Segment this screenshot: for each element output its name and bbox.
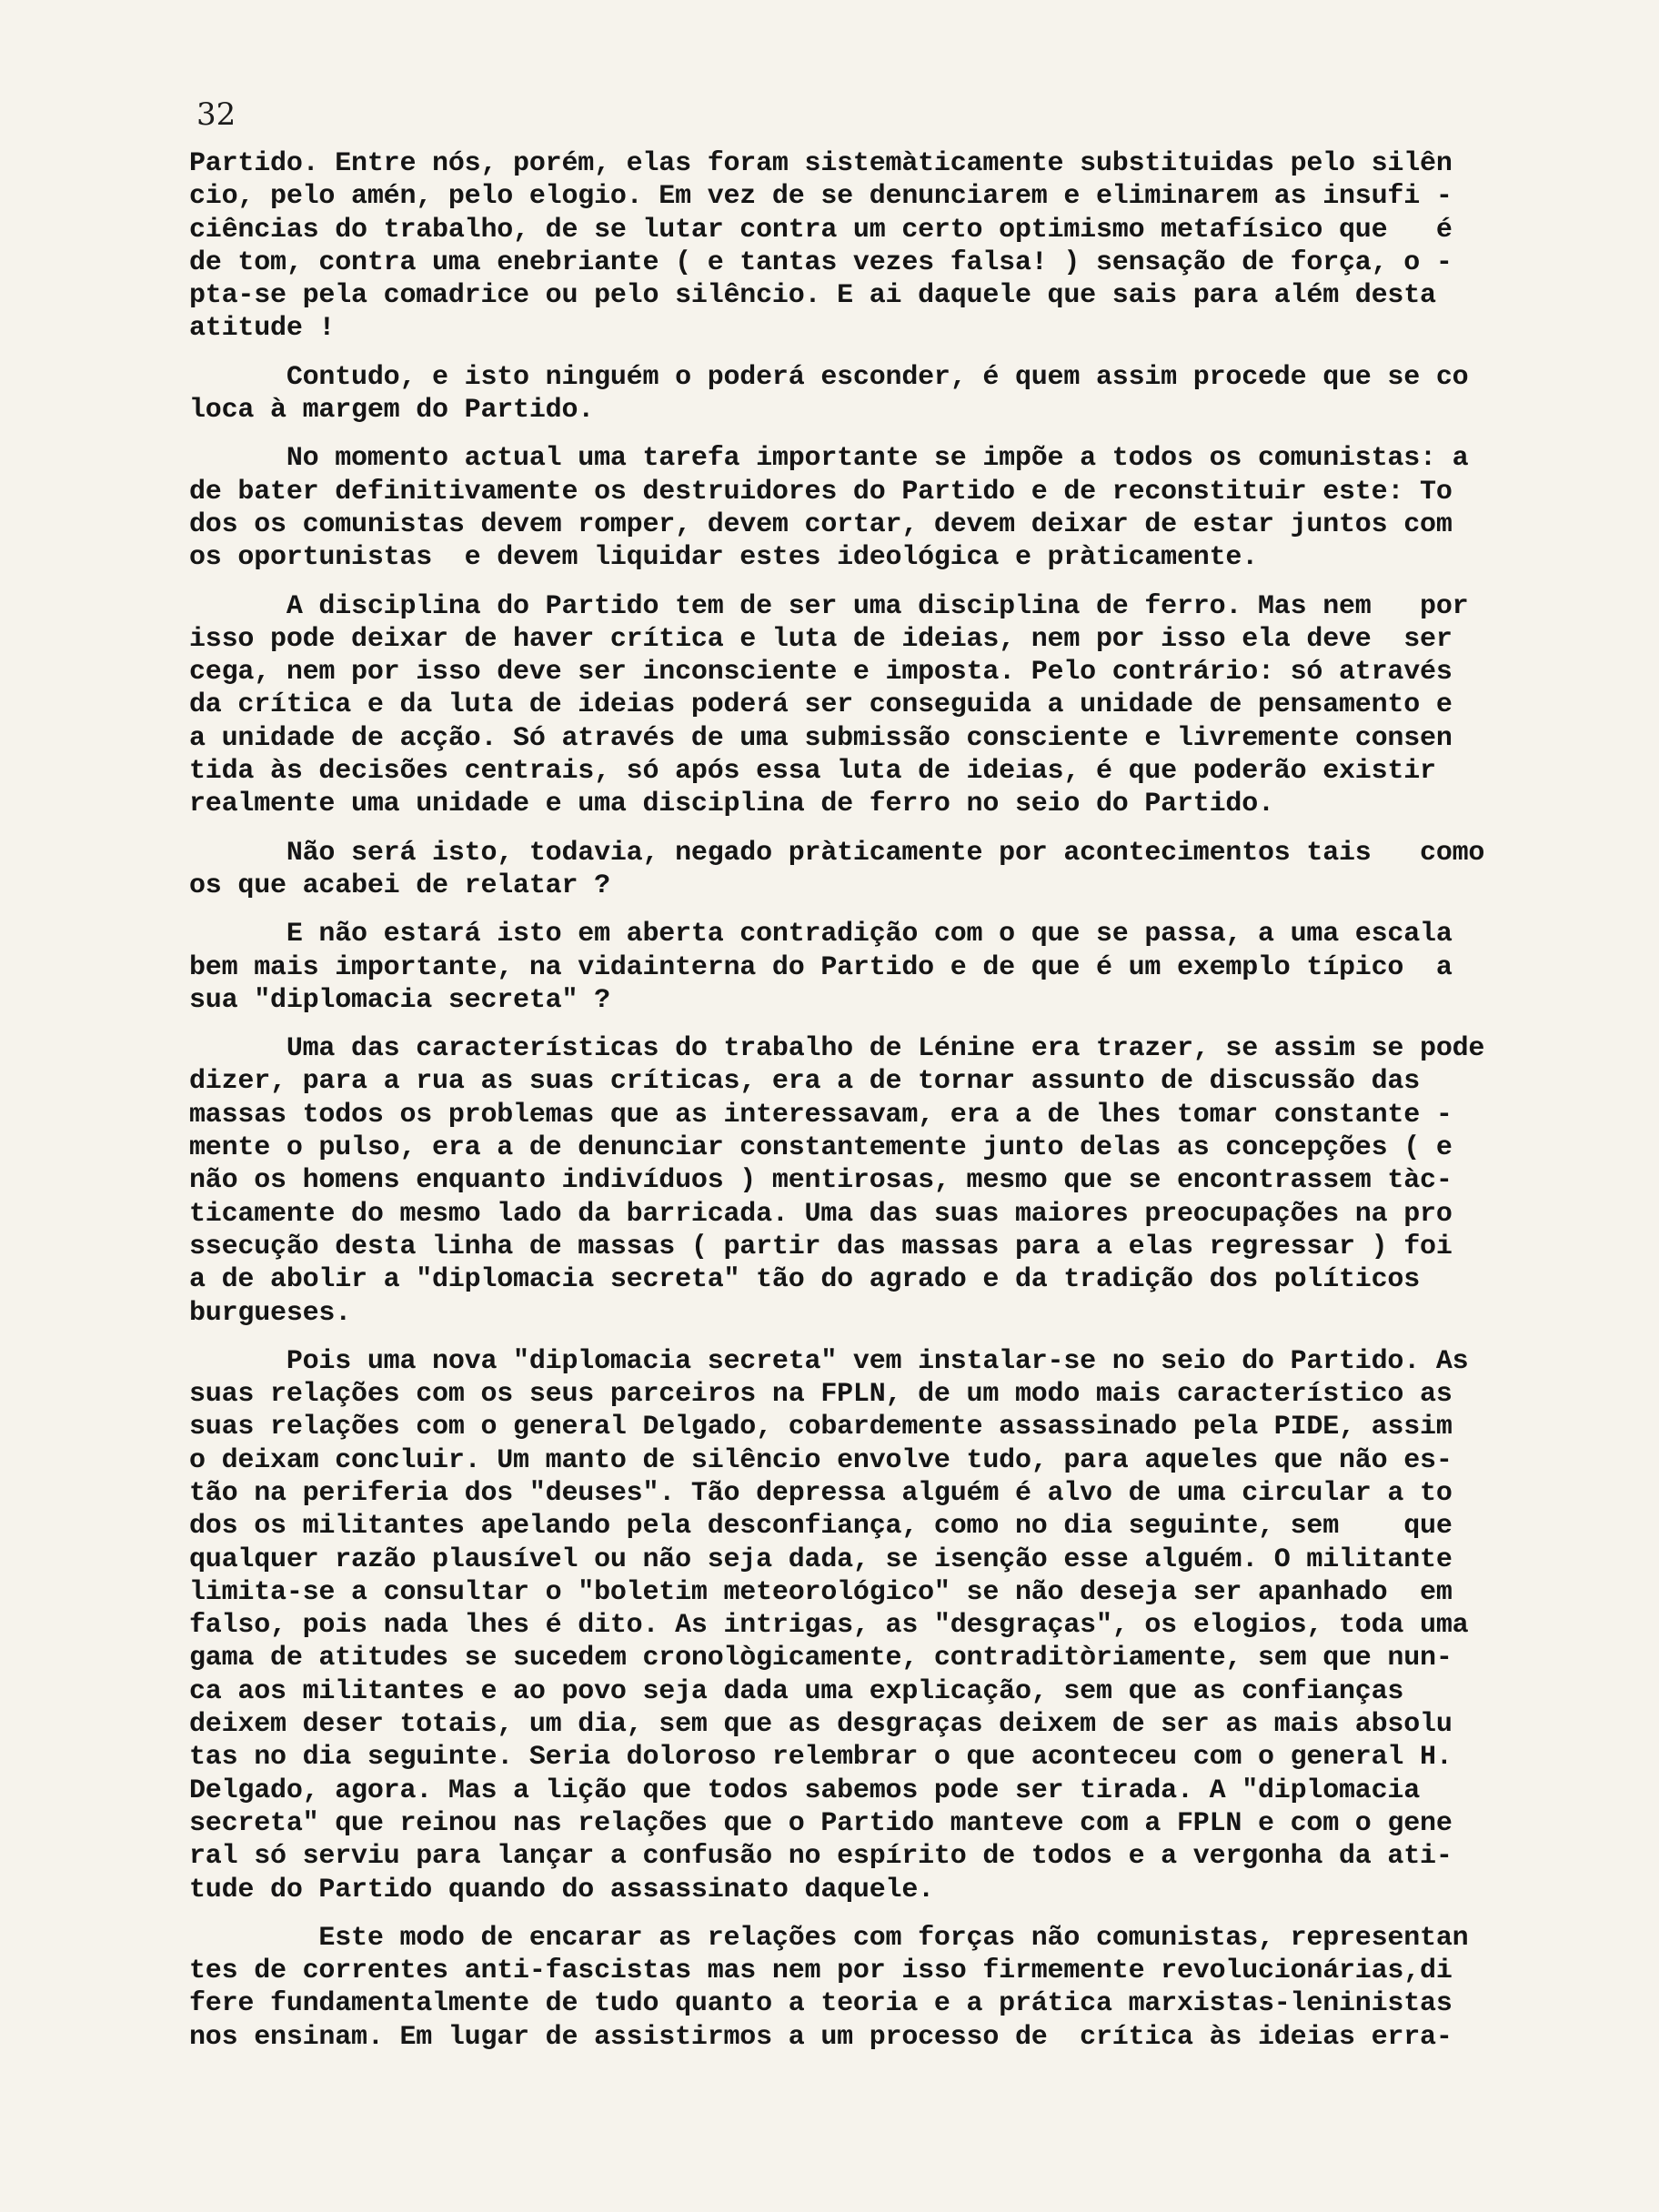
text-line: realmente uma unidade e uma disciplina de ferro no seio do Partido. [189, 789, 1274, 820]
paragraph [189, 361, 1594, 427]
text-line: tude do Partido quando do assassinato daquele. [189, 1874, 934, 1905]
paragraph [189, 918, 1594, 1017]
text-line: de tom, contra uma enebriante ( e tantas vezes falsa! ) sensação de força, o - [189, 246, 1453, 278]
text-line: deixem deser totais, um dia, sem que as desgraças deixem de ser as mais absolu [189, 1709, 1453, 1741]
text-line: E não estará isto em aberta contradição com o que se passa, a uma escala [189, 919, 1453, 950]
text-line: dos os comunistas devem romper, devem cortar, devem deixar de estar juntos com [189, 508, 1453, 540]
text-line: de bater definitivamente os destruidores do Partido e de reconstituir este: To [189, 476, 1453, 508]
text-line: suas relações com o general Delgado, cobardemente assassinado pela PIDE, assim [189, 1412, 1453, 1443]
text-line: sua "diplomacia secreta" ? [189, 984, 610, 1016]
text-line: a de abolir a "diplomacia secreta" tão do agrado e da tradição dos políticos [189, 1264, 1421, 1296]
text-line: ral só serviu para lançar a confusão no espírito de todos e a vergonha da ati- [189, 1841, 1453, 1873]
paragraph [189, 147, 1594, 346]
text-line: falso, pois nada lhes é dito. As intrigas, as "desgraças", os elogios, toda uma [189, 1610, 1469, 1642]
text-line: secreta" que reinou nas relações que o Partido manteve com a FPLN e com o gene [189, 1807, 1453, 1839]
text-line: cio, pelo amén, pelo elogio. Em vez de se denunciarem e eliminarem as insufi - [189, 181, 1453, 213]
text-line: gama de atitudes se sucedem cronològicamente, contraditòriamente, sem que nun- [189, 1643, 1453, 1674]
text-line: dizer, para a rua as suas críticas, era a de tornar assunto de discussão das [189, 1066, 1421, 1098]
text-line: a unidade de acção. Só através de uma submissão consciente e livremente consen [189, 722, 1453, 754]
text-line: os que acabei de relatar ? [189, 870, 610, 901]
text-line: atitude ! [189, 313, 336, 345]
text-line: Delgado, agora. Mas a lição que todos sabemos pode ser tirada. A "diplomacia [189, 1775, 1421, 1806]
text-line: qualquer razão plausível ou não seja dada, se isenção esse alguém. O militante [189, 1543, 1453, 1575]
text-line: loca à margem do Partido. [189, 395, 595, 427]
text-line: bem mais importante, na vidainterna do Partido e de que é um exemplo típico a [189, 951, 1453, 983]
text-line: tes de correntes anti-fascistas mas nem por isso firmemente revolucionárias,di [189, 1956, 1453, 1987]
text-line: cega, nem por isso deve ser inconsciente e imposta. Pelo contrário: só através [189, 657, 1453, 689]
text-line: suas relações com os seus parceiros na FPLN, de um modo mais característico as [189, 1379, 1453, 1411]
text-line: Contudo, e isto ninguém o poderá esconder, é quem assim procede que se co [189, 361, 1469, 393]
text-line: Pois uma nova "diplomacia secreta" vem instalar-se no seio do Partido. As [189, 1345, 1469, 1377]
text-line: burgueses. [189, 1297, 352, 1329]
text-line: A disciplina do Partido tem de ser uma disciplina de ferro. Mas nem por [189, 590, 1469, 622]
text-line: ssecução desta linha de massas ( partir das massas para a elas regressar ) foi [189, 1231, 1453, 1262]
paragraph [189, 837, 1594, 903]
text-line: dos os militantes apelando pela desconfiança, como no dia seguinte, sem que [189, 1511, 1453, 1543]
text-line: Uma das características do trabalho de Lénine era trazer, se assim se pode [189, 1033, 1485, 1065]
page-number: 32 [196, 96, 236, 133]
text-line: Não será isto, todavia, negado pràticamente por acontecimentos tais como [189, 837, 1485, 869]
paragraph [189, 1032, 1594, 1330]
paragraph [189, 1345, 1594, 1906]
text-line: ciências do trabalho, de se lutar contra um certo optimismo metafísico que é [189, 214, 1453, 246]
text-line: Este modo de encarar as relações com forças não comunistas, representan [189, 1922, 1469, 1954]
body-text [189, 147, 1594, 2069]
text-line: massas todos os problemas que as interessavam, era a de lhes tomar constante - [189, 1099, 1453, 1131]
text-line: não os homens enquanto indivíduos ) mentirosas, mesmo que se encontrassem tàc- [189, 1165, 1453, 1197]
text-line: fere fundamentalmente de tudo quanto a teoria e a prática marxistas-leninistas [189, 1988, 1453, 2020]
text-line: pta-se pela comadrice ou pelo silêncio. E ai daquele que sais para além desta [189, 280, 1436, 312]
text-line: No momento actual uma tarefa importante se impõe a todos os comunistas: a [189, 443, 1469, 475]
text-line: os oportunistas e devem liquidar estes ideológica e pràticamente. [189, 542, 1258, 574]
text-line: tas no dia seguinte. Seria doloroso relembrar o que aconteceu com o general H. [189, 1742, 1453, 1774]
text-line: nos ensinam. Em lugar de assistirmos a um processo de crítica às ideias erra- [189, 2021, 1453, 2053]
text-line: ca aos militantes e ao povo seja dada uma explicação, sem que as confianças [189, 1675, 1404, 1707]
text-line: da crítica e da luta de ideias poderá ser conseguida a unidade de pensamento e [189, 689, 1453, 721]
text-line: isso pode deixar de haver crítica e luta de ideias, nem por isso ela deve ser [189, 623, 1453, 655]
text-line: mente o pulso, era a de denunciar constantemente junto delas as concepções ( e [189, 1132, 1453, 1164]
paragraph [189, 590, 1594, 821]
text-line: o deixam concluir. Um manto de silêncio envolve tudo, para aqueles que não es- [189, 1444, 1453, 1476]
paragraph [189, 1922, 1594, 2054]
text-line: ticamente do mesmo lado da barricada. Uma das suas maiores preocupações na pro [189, 1198, 1453, 1230]
text-line: limita-se a consultar o "boletim meteorológico" se não deseja ser apanhado em [189, 1576, 1453, 1608]
paragraph [189, 442, 1594, 574]
text-line: tida às decisões centrais, só após essa luta de ideias, é que poderão existir [189, 756, 1436, 788]
text-line: tão na periferia dos "deuses". Tão depressa alguém é alvo de uma circular a to [189, 1477, 1453, 1509]
text-line: Partido. Entre nós, porém, elas foram sistemàticamente substituidas pelo silên [189, 148, 1453, 179]
